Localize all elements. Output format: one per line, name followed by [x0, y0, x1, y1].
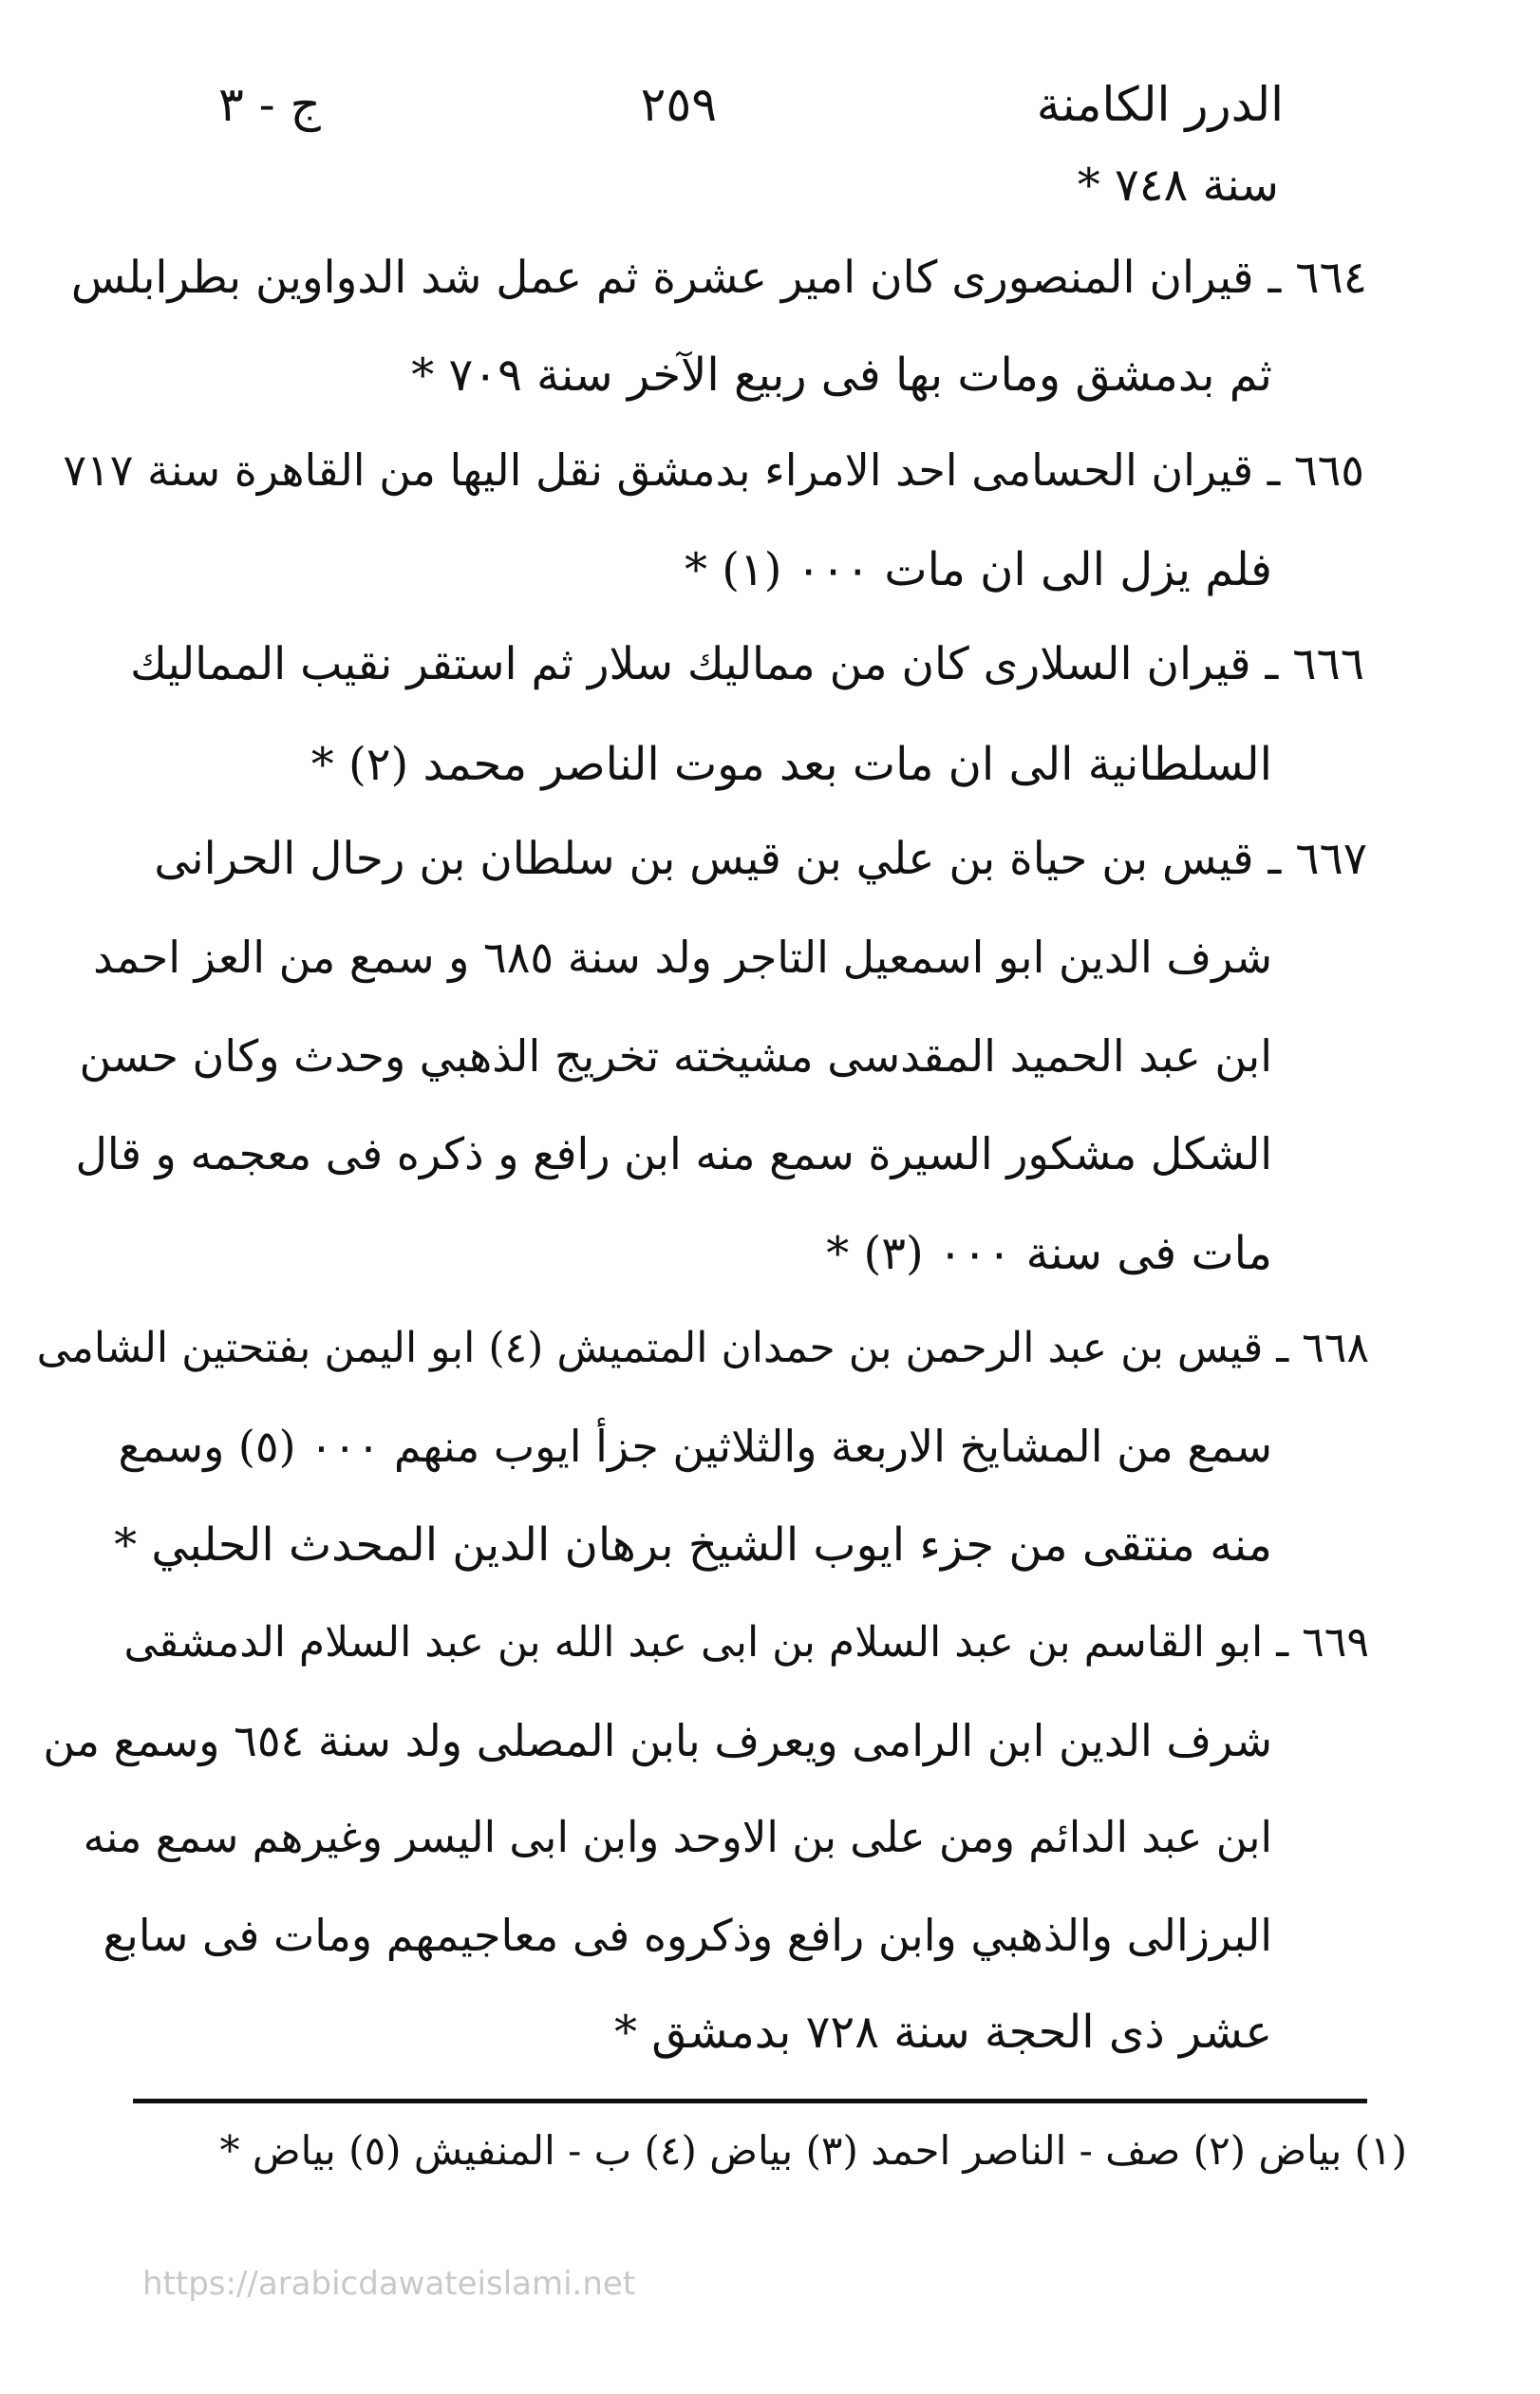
- entry-669-line: ٦٦٩ ـ ابو القاسم بن عبد السلام بن ابى عبد الله بن عبد السلام الدمشقى: [123, 1618, 1369, 1667]
- page-header: [218, 66, 1284, 142]
- text-line: البرزالى والذهبي وابن رافع وذكروه فى معاجيمهم ومات فى سابع: [103, 1910, 1272, 1961]
- book-title: الدرر الكامنة: [1036, 77, 1284, 132]
- text-line: ثم بدمشق ومات بها فى ربيع الآخر سنة ٧٠٩ *: [411, 349, 1272, 402]
- text-line: ابن عبد الحميد المقدسى مشيخته تخريج الذهبي وحدث وكان حسن: [79, 1030, 1272, 1082]
- text-line: الشكل مشكور السيرة سمع منه ابن رافع و ذكره فى معجمه و قال: [75, 1128, 1272, 1179]
- text-line: ابن عبد الدائم ومن على بن الاوحد وابن ابى اليسر وغيرهم سمع منه: [83, 1812, 1272, 1862]
- text-line: مات فى سنة ٠٠٠ (٣) *: [826, 1227, 1272, 1280]
- entry-667-line: ٦٦٧ ـ قيس بن حياة بن علي بن قيس بن سلطان بن رحال الحرانى: [154, 833, 1367, 885]
- text-line: شرف الدين ابن الرامى ويعرف بابن المصلى ولد سنة ٦٥٤ وسمع من: [43, 1715, 1272, 1766]
- text-line: منه منتقى من جزء ايوب الشيخ برهان الدين المحدث الحلبي *: [114, 1518, 1272, 1572]
- text-line: السلطانية الى ان مات بعد موت الناصر محمد (٢) *: [310, 738, 1272, 791]
- text-line: سنة ٧٤٨ *: [1077, 159, 1279, 212]
- footnote-divider: [133, 2099, 1367, 2103]
- text-line: عشر ذى الحجة سنة ٧٢٨ بدمشق *: [613, 2006, 1272, 2059]
- text-line: شرف الدين ابو اسمعيل التاجر ولد سنة ٦٨٥ و سمع من العز احمد: [93, 932, 1272, 983]
- footnotes: (١) بياض (٢) صف - الناصر احمد (٣) بياض (٤) ب - المنفيش (٥) بياض *: [219, 2127, 1407, 2174]
- entry-664-line: ٦٦٤ ـ قيران المنصورى كان امير عشرة ثم عمل شد الدواوين بطرابلس: [70, 252, 1367, 304]
- entry-665-line: ٦٦٥ ـ قيران الحسامى احد الامراء بدمشق نقل اليها من القاهرة سنة ٧١٧: [63, 444, 1364, 496]
- text-line: سمع من المشايخ الاربعة والثلاثين جزأ ايوب منهم ٠٠٠ (٥) وسمع: [118, 1421, 1272, 1472]
- page-number: ٢٥٩: [640, 77, 718, 132]
- entry-668-line: ٦٦٨ ـ قيس بن عبد الرحمن بن حمدان المتميش (٤) ابو اليمن بفتحتين الشامى: [36, 1324, 1369, 1372]
- text-line: فلم يزل الى ان مات ٠٠٠ (١) *: [685, 543, 1272, 596]
- entry-666-line: ٦٦٦ ـ قيران السلارى كان من مماليك سلار ثم استقر نقيب المماليك: [130, 638, 1364, 690]
- watermark-url: https://arabicdawateislami.net: [142, 2265, 636, 2303]
- volume-number: ج - ٣: [218, 77, 321, 132]
